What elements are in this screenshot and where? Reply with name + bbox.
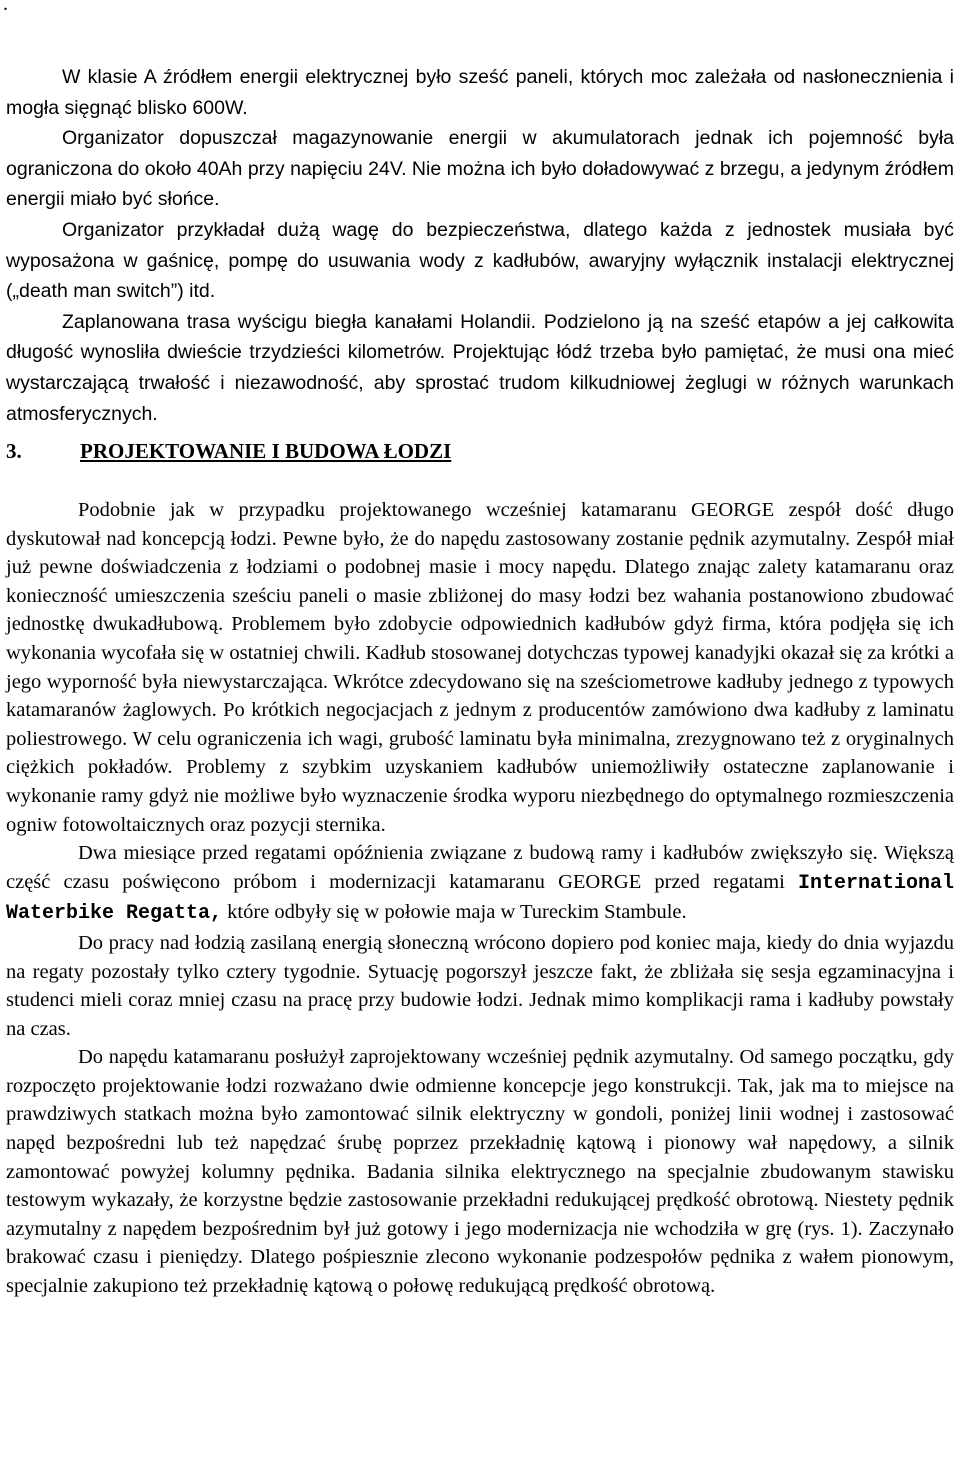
intro-paragraph-2: Organizator dopuszczał magazynowanie energii w akumulatorach jednak ich pojemność była ograniczona do około 40Ah przy napięciu 24V. Nie można ich było doładowywać z brzegu, a jedynym źródłem energii miało być słońce. bbox=[6, 127, 954, 211]
intro-paragraph-4: Zaplanowana trasa wyścigu biegła kanałami Holandii. Podzielono ją na sześć etapów a jej całkowita długość wynosliła dwieście trzydzieści kilometrów. Projektując łódź trzeba było pamiętać, że musi ona mieć wystarczającą trwałość i niezawodność, aby sprostać trudom kilkudniowej żeglugi w różnych warunkach atmosferycznych. bbox=[6, 310, 954, 425]
regatta-name: International Waterbike Regatta, bbox=[6, 871, 954, 926]
section-title: PROJEKTOWANIE I BUDOWA ŁODZI bbox=[80, 439, 452, 463]
section-number: 3. bbox=[6, 439, 22, 463]
body-paragraph-3: Do pracy nad łodzią zasilaną energią słoneczną wrócono dopiero pod koniec maja, kiedy do dnia wyjazdu na regaty pozostały tylko cztery tygodnie. Sytuację pogorszył jeszcze fakt, że zbliżała się sesja egzaminacyjna i studenci mieli coraz mniej czasu na pracę przy budowie łodzi. Jednak mimo komplikacji rama i kadłuby powstały na czas. bbox=[6, 931, 954, 1040]
body-section bbox=[6, 496, 954, 1301]
body-paragraph-4: Do napędu katamaranu posłużył zaprojektowany wcześniej pędnik azymutalny. Od samego początku, gdy rozpoczęto projektowanie łodzi rozważano dwie odmienne koncepcje jego konstrukcji. Tak, jak ma to miejsce na prawdziwych statkach można było zamontować silnik elektryczny w gondoli, poniżej linii wodnej i zastosować napęd bezpośredni lub też napędzać śrubę poprzez przekładnię kątową i pionowy wał napędowy, a silnik zamontować powyżej kolumny pędnika. Badania silnika elektrycznego na specjalnie zbudowanym stawisku testowym wykazały, że korzystne będzie zastosowanie przekładni redukującej prędkość obrotową. Niestety pędnik azymutalny z napędem bezpośrednim był już gotowy i jego modernizacja nie wchodziła w grę (rys. 1). Zaczynało brakować czasu i pieniędzy. Dlatego pośpiesznie zlecono wykonanie podzespołów pędnika z wałem pionowym, specjalnie zakupiono też przekładnię kątową o połowę redukującą prędkość obrotową. bbox=[6, 1046, 954, 1298]
body-paragraph-2-start: Dwa miesiące przed regatami opóźnienia związane z budową ramy i kadłubów zwiększyło się. Większą część czasu poświęcono próbom i modernizacji katamaranu GEORGE przed regatami bbox=[6, 842, 954, 893]
intro-section bbox=[6, 62, 954, 429]
section-heading bbox=[6, 437, 954, 465]
body-paragraph-2 bbox=[6, 839, 954, 929]
intro-paragraph-3: Organizator przykładał dużą wagę do bezpieczeństwa, dlatego każda z jednostek musiała być wyposażona w gaśnicę, pompę do usuwania wody z kadłubów, awaryjny wyłącznik instalacji elektrycznej („death man switch”) itd. bbox=[6, 218, 954, 303]
body-paragraph-2-end: które odbyły się w połowie maja w Tureckim Stambule. bbox=[227, 901, 687, 924]
intro-paragraph-1: W klasie A źródłem energii elektrycznej było sześć paneli, których moc zależała od nasłonecznienia i mogła sięgnąć blisko 600W. bbox=[6, 66, 954, 119]
page-marker: . bbox=[3, 0, 8, 15]
body-paragraph-1: Podobnie jak w przypadku projektowanego wcześniej katamaranu GEORGE zespół dość długo dyskutował nad koncepcją łodzi. Pewne było, że do napędu zastosowany zostanie pędnik azymutalny. Zespół miał już pewne doświadczenia z łodziami o podobnej masie i mocy napędu. Dlatego znając zalety katamaranu oraz konieczność umieszczenia sześciu paneli o masie zbliżonej do masy łodzi bez wahania postanowiono zbudować jednostkę dwukadłubową. Problemem było zdobycie odpowiednich kadłubów gdyż firma, która podjęła się ich wykonania wycofała się w ostatniej chwili. Kadłub stosowanej dotychczas typowej kanadyjki okazał się za krótki a jego wyporność była niewystarczająca. Wkrótce zdecydowano się na sześciometrowe kadłuby jednego z typowych katamaranów żaglowych. Po krótkich negocjacjach z jednym z producentów zamówiono dwa kadłuby z laminatu poliestrowego. W celu ograniczenia ich wagi, grubość laminatu była minimalna, zrezygnowano też z oryginalnych ciężkich pokładów. Problemy z szybkim uzyskaniem kadłubów uniemożliwiły ostateczne zaplanowanie i wykonanie ramy gdyż nie możliwe było wyznaczenie środka wyporu niezbędnego do optymalnego rozmieszczenia ogniw fotowoltaicznych oraz pozycji sternika. bbox=[6, 499, 954, 836]
